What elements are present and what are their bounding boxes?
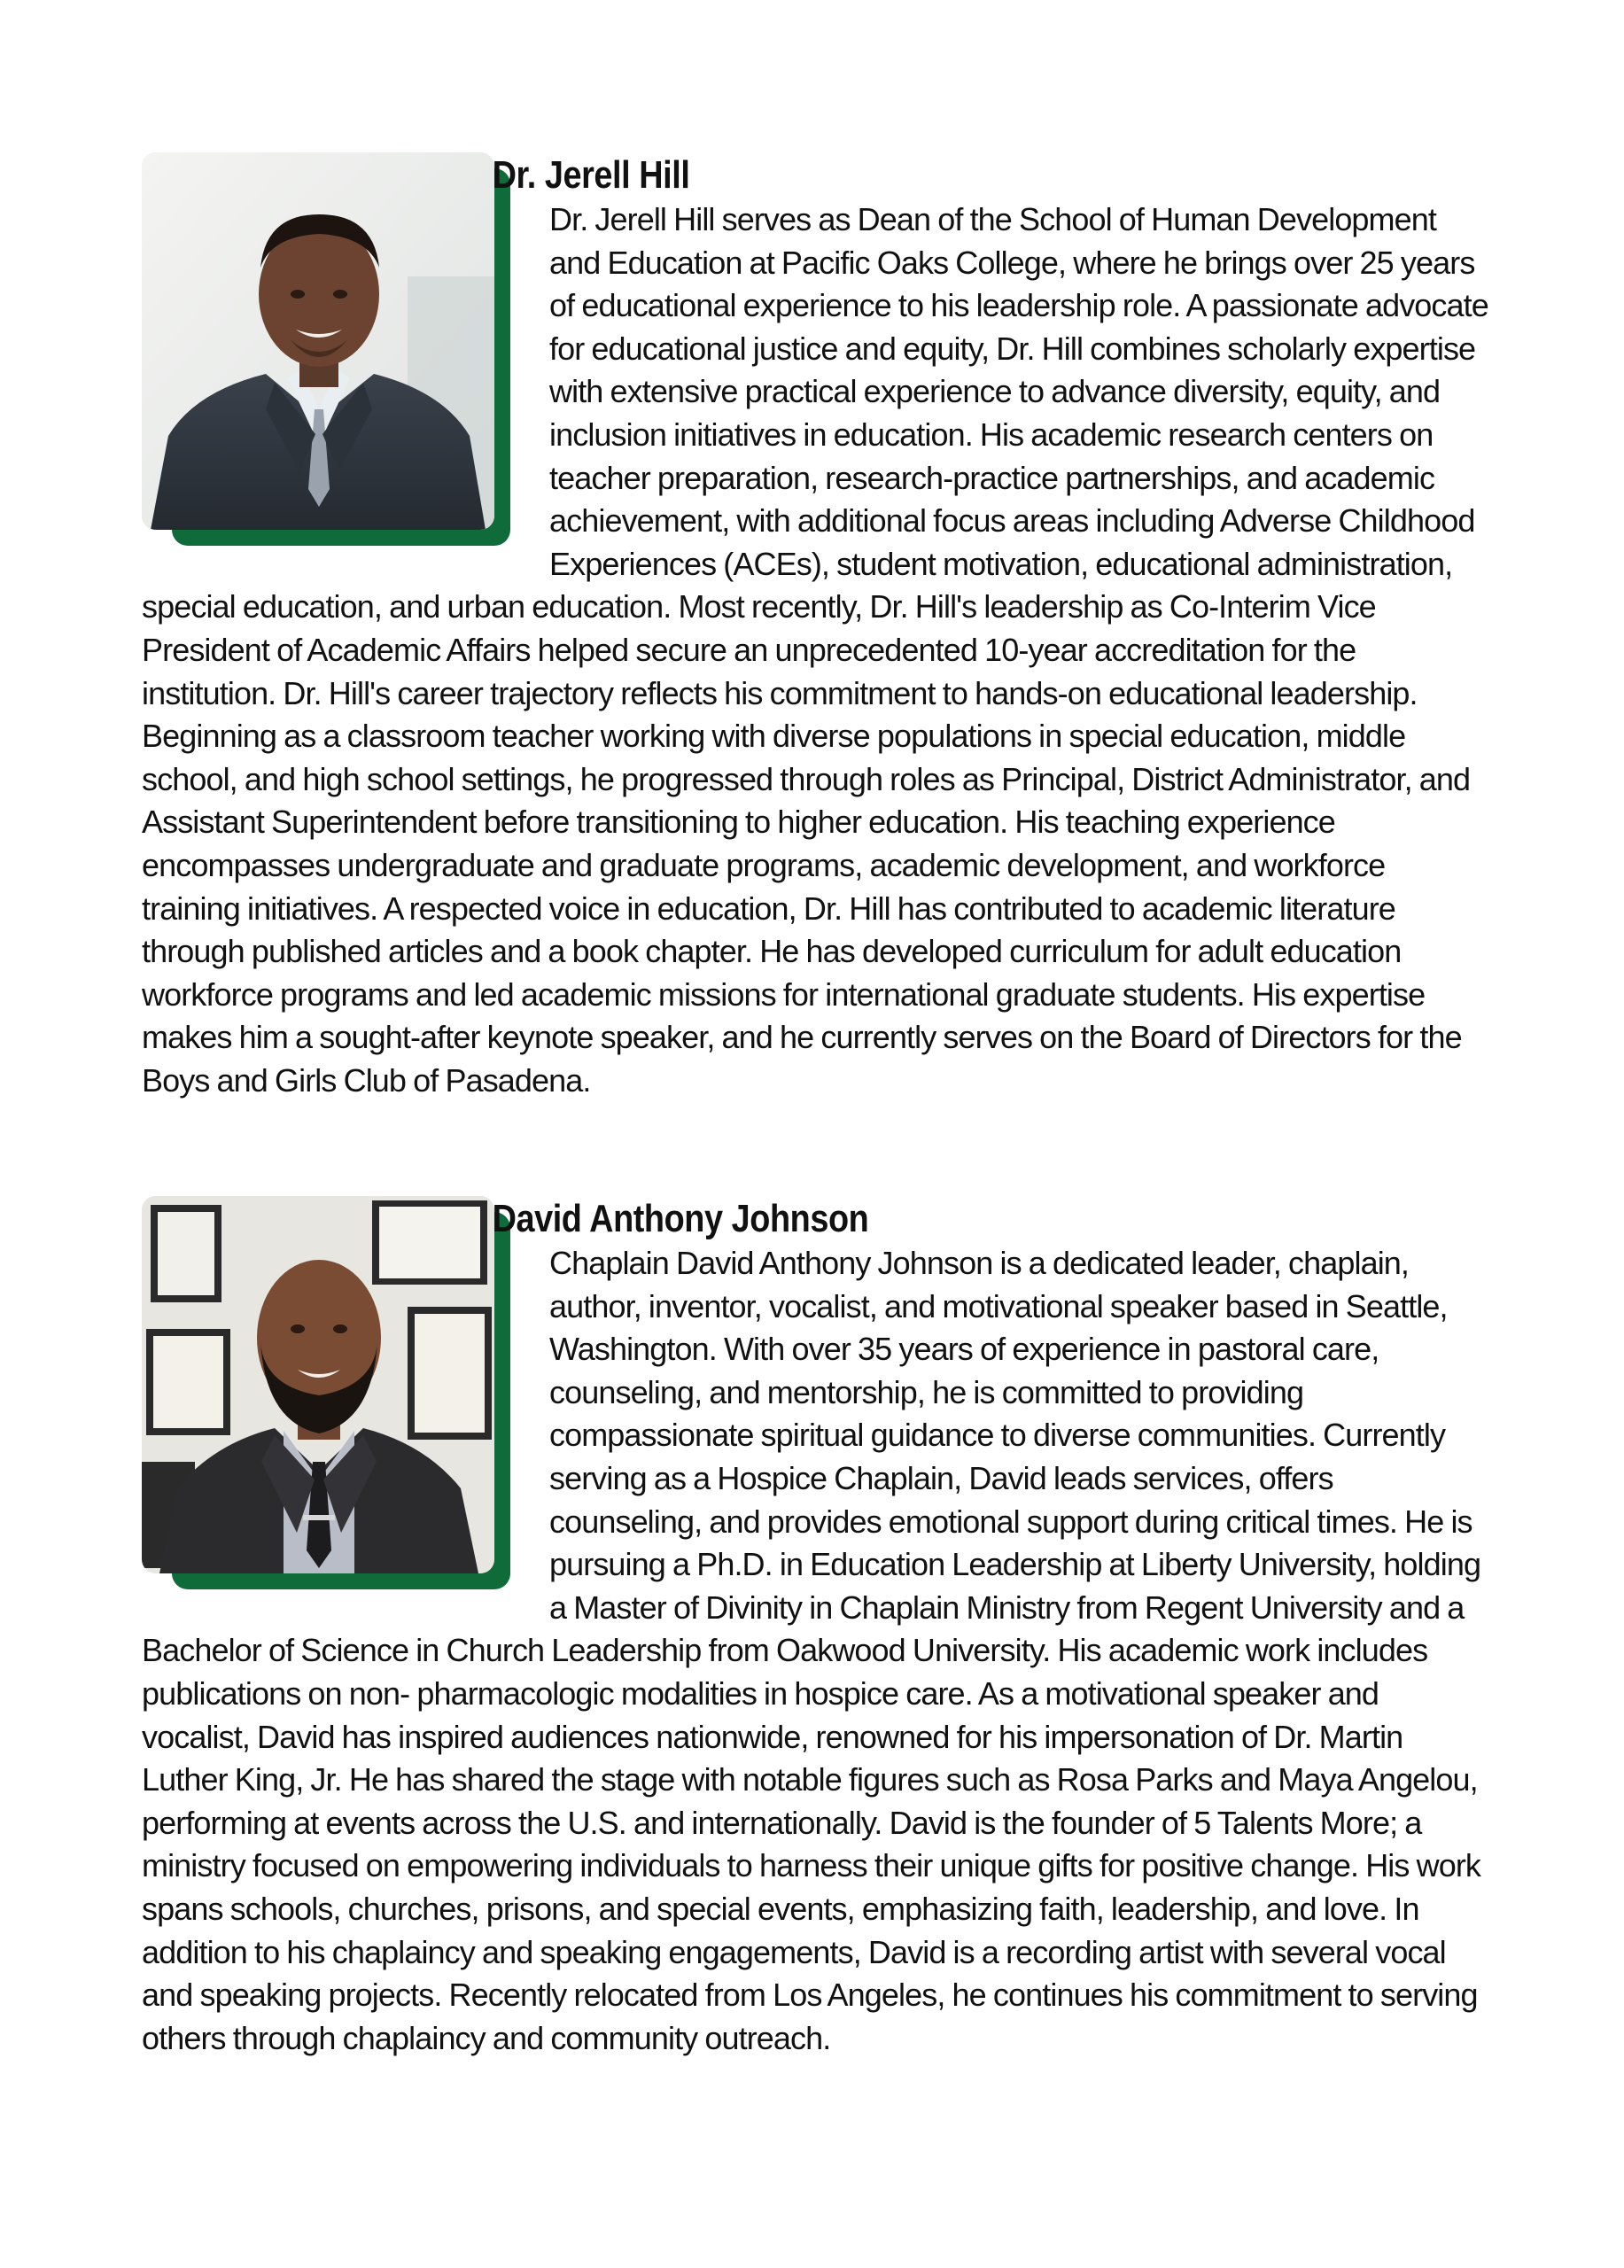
- bio-jerell-hill: [142, 152, 1488, 1102]
- portrait-frame: [142, 152, 512, 549]
- bio-name: Dr. Jerell Hill: [492, 153, 690, 197]
- portrait-photo-jerell-hill: [142, 152, 494, 530]
- bio-text: Dr. Jerell Hill serves as Dean of the School of Human Development and Education at Pacific Oaks College, where he brings over 25 years of educational experience to his leadership role. A passionate advocate for educational justice and equity, Dr. Hill combines scholarly expertise with extensive practical experience to advance diversity, equity, and inclusion initiatives in education. His academic research centers on teacher preparation, research-practice partnerships, and academic achievement, with additional focus areas including Adverse Childhood Experiences (ACEs), student motivation, educational administration, special education, and urban education. Most recently, Dr. Hill's leadership as Co-Interim Vice President of Academic Affairs helped secure an unprecedented 10-year accreditation for the institution. Dr. Hill's career trajectory reflects his commitment to hands-on educational leadership. Beginning as a classroom teacher working with diverse populations in special education, middle school, and high school settings, he progressed through roles as Principal, District Administrator, and Assistant Superintendent before transitioning to higher education. His teaching experience encompasses undergraduate and graduate programs, academic development, and workforce training initiatives. A respected voice in education, Dr. Hill has contributed to academic literature through published articles and a book chapter. He has developed curriculum for adult education workforce programs and led academic missions for international graduate students. His expertise makes him a sought-after keynote speaker, and he currently serves on the Board of Directors for the Boys and Girls Club of Pasadena.: [142, 201, 1488, 1099]
- bio-text: Chaplain David Anthony Johnson is a dedicated leader, chaplain, author, inventor, vocalist, and motivational speaker based in Seattle, Washington. With over 35 years of experience in pastoral care, counseling, and mentorship, he is committed to providing compassionate spiritual guidance to diverse communities. Currently serving as a Hospice Chaplain, David leads services, offers counseling, and provides emotional support during critical times. He is pursuing a Ph.D. in Education Leadership at Liberty University, holding a Master of Divinity in Chaplain Ministry from Regent University and a Bachelor of Science in Church Leadership from Oakwood University. His academic work includes publications on non- pharmacologic modalities in hospice care. As a motivational speaker and vocalist, David has inspired audiences nationwide, renowned for his impersonation of Dr. Martin Luther King, Jr. He has shared the stage with notable figures such as Rosa Parks and Maya Angelou, performing at events across the U.S. and internationally. David is the founder of 5 Talents More; a ministry focused on empowering individuals to harness their unique gifts for positive change. His work spans schools, churches, prisons, and special events, emphasizing faith, leadership, and love. In addition to his chaplaincy and speaking engagements, David is a recording artist with several vocal and speaking projects. Recently relocated from Los Angeles, he continues his commitment to serving others through chaplaincy and community outreach.: [142, 1245, 1481, 2056]
- portrait-frame: [142, 1196, 512, 1593]
- bio-name: David Anthony Johnson: [492, 1197, 869, 1240]
- portrait-photo-david-johnson: [142, 1196, 494, 1573]
- bio-david-anthony-johnson: [142, 1196, 1488, 2060]
- portrait-illustration: [142, 152, 494, 530]
- portrait-illustration: [142, 1196, 494, 1573]
